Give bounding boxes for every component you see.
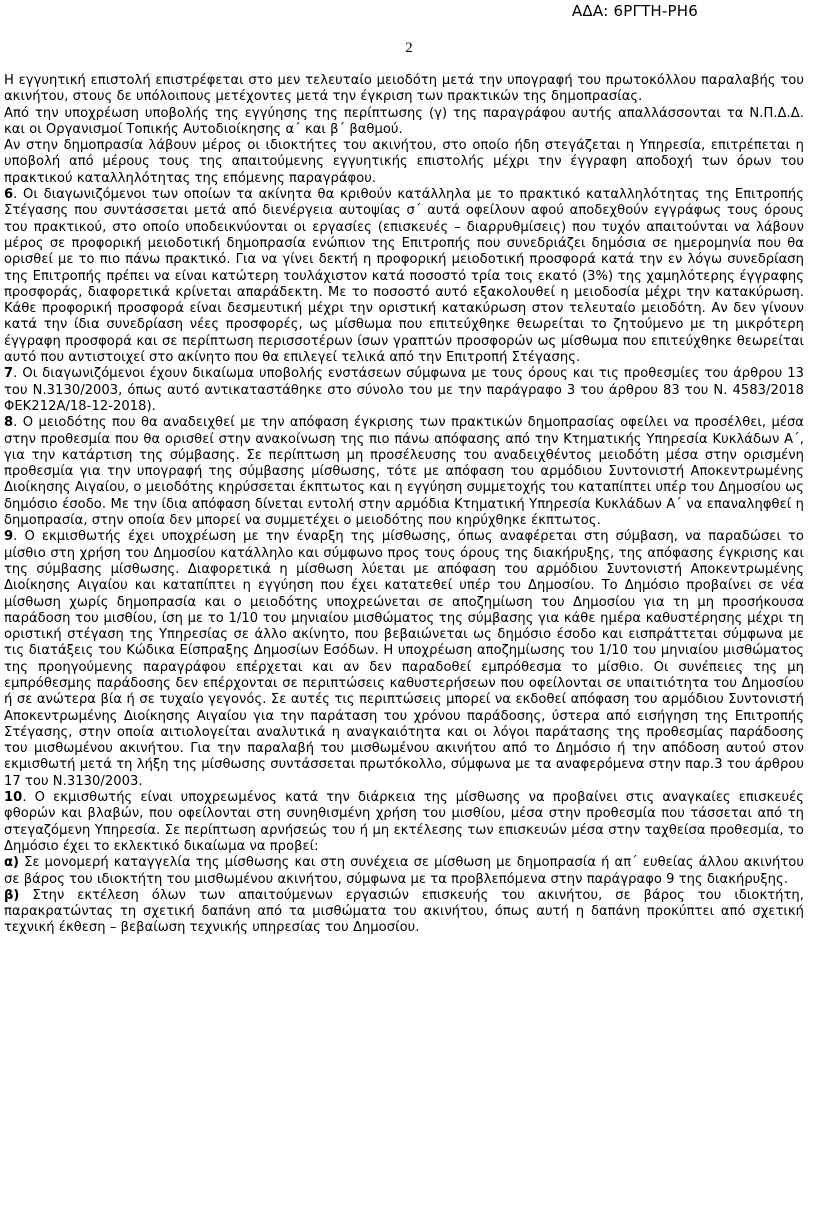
paragraph (4, 106, 804, 139)
sub-item-b (4, 888, 804, 937)
ada-header: ΑΔΑ: 6ΡΓΤΗ-ΡΗ6 (571, 2, 698, 20)
paragraph-text: . Ο εκμισθωτής έχει υποχρέωση με την έναρξη της μίσθωσης, όπως αναφέρεται στη σύμβαση, να παραδώσει το μίσθιο στη χρήση του Δημοσίου κατάλληλο και σύμφωνο προς τους όρους της διακήρυξης, της απόφασης έγκρισης και της σύμβασης μίσθωσης. Διαφορετικά η μίσθωση λύεται με απόφαση του αρμόδιου Συντονιστή Αποκεντρωμένης Διοίκησης Αιγαίου και καταπίπτει η εγγύηση που έχει κατατεθεί υπέρ του Δημοσίου. Το Δημόσιο προβαίνει σε νέα μίσθωση χωρίς δημοπρασία και ο μειοδότης υποχρεώνεται σε αποζημίωση του Δημοσίου για τη μη προσήκουσα παράδοση του μισθίου, ίση με το 1/10 του μηνιαίου μισθώματος της σύμβασης για κάθε ημέρα καθυστέρησης μέχρι τη οριστική στέγαση της Υπηρεσίας σε άλλο ακίνητο, που βεβαιώνεται ως δημόσιο έσοδο και εισπράττεται σύμφωνα με τις διατάξεις του Κώδικα Είσπραξης Δημοσίων Εσόδων. Η υποχρέωση αποζημίωσης του 1/10 του μηνιαίου μισθώματος της προηγούμενης παραγράφου επέρχεται και αν δεν παραδοθεί εμπρόθεσμα το μίσθιο. Οι συνέπειες της μη εμπρόθεσμης παράδοσης δεν επέρχονται σε περιπτώσεις καθυστερήσεων που οφείλονται σε υπαιτιότητα του Δημοσίου ή σε ανώτερα βία ή σε τυχαίο γεγονός. Σε αυτές τις περιπτώσεις μπορεί να εκδοθεί απόφαση του αρμόδιου Συντονιστή Αποκεντρωμένης Διοίκησης Αιγαίου για την παράταση του χρόνου παράδοσης, ύστερα από εισήγηση της Επιτροπής Στέγασης, στην οποία αιτιολογείται αναλυτικά η αναγκαιότητα και οι λόγοι παράτασης της προθεσμίας παράδοσης του μισθωμένου ακινήτου. Για την παραλαβή του μισθωμένου ακινήτου από το Δημόσιο ή την απόδοση αυτού στον εκμισθωτή μετά τη λήξη της μίσθωσης συντάσσεται πρωτόκολλο, σύμφωνα με τα αναφερόμενα στην παρ.3 του άρθρου 17 του Ν.3130/2003. (4, 529, 804, 789)
paragraph-text: . Οι διαγωνιζόμενοι των οποίων τα ακίνητα θα κριθούν κατάλληλα με το πρακτικό καταλληλότητας της Επιτροπής Στέγασης που συντάσσεται μετά από διενέργεια αυτοψίας σ΄ αυτά οφείλουν αφού αποδεχθούν εγγράφως τους όρους του πρακτικού, στο οποίο υποδεικνύονται οι εργασίες (επισκευές – διαρρυθμίσεις) που τυχόν απαιτούνται να λάβουν μέρος σε προφορική μειοδοτική δημοπρασία ενώπιον της Επιτροπής που συνεδριάζει δημόσια σε ημερομηνία που θα ορισθεί με το πιο πάνω πρακτικό. Για να γίνει δεκτή η προφορική μειοδοτική προσφορά κατά την εν λόγω συνεδρίαση της Επιτροπής πρέπει να είναι κατώτερη τουλάχιστον κατά ποσοστό τρία τοις εκατό (3%) της χαμηλότερης έγγραφης προσφοράς, διαφορετικά κρίνεται απαράδεκτη. Με το ποσοστό αυτό εξακολουθεί η μειοδοσία μέχρι την κατακύρωση. Κάθε προφορική προσφορά είναι δεσμευτική μέχρι την οριστική κατακύρωση στον τελευταίο μειοδότη. Αν δεν γίνουν κατά την ίδια συνεδρίαση νέες προσφορές, ως μίσθωμα που επιτεύχθηκε θεωρείται το ζητούμενο με τη μικρότερη έγγραφη προσφορά και σε περίπτωση περισσοτέρων ίσων γραπτών προσφορών ως μίσθωμα που επιτεύχθηκε θεωρείται αυτό που αντιστοιχεί στο ακίνητο που θα επιλεγεί τελικά από την Επιτροπή Στέγασης. (4, 187, 804, 366)
paragraph-8 (4, 415, 804, 529)
document-body (4, 73, 804, 937)
sub-item-a (4, 855, 804, 888)
paragraph-10 (4, 790, 804, 855)
paragraph-7 (4, 366, 804, 415)
paragraph-text: . Ο μειοδότης που θα αναδειχθεί με την απόφαση έγκρισης των πρακτικών δημοπρασίας οφείλει να προσέλθει, μέσα στην προθεσμία που θα ορισθεί στην ανακοίνωση της πιο πάνω απόφασης από την Κτηματικής Υπηρεσία Κυκλάδων Α΄, για την κατάρτιση της σύμβασης. Σε περίπτωση μη προσέλευσης του αναδειχθέντος μειοδότη μέσα στην ορισμένη προθεσμία για την υπογραφή της σύμβασης μίσθωσης, τότε με απόφαση του αρμόδιου Συντονιστή Αποκεντρωμένης Διοίκησης Αιγαίου, ο μειοδότης κηρύσσεται έκπτωτος και η εγγύηση συμμετοχής του καταπίπτει υπέρ του Δημοσίου ως δημόσιο έσοδο. Με την ίδια απόφαση δίνεται εντολή στην αρμόδια Κτηματική Υπηρεσία Κυκλάδων Α΄ να επαναληφθεί η δημοπρασία, στην οποία δεν μπορεί να συμμετέχει ο μειοδότης που κηρύχθηκε έκπτωτος. (4, 415, 804, 529)
sub-item-marker: β) (4, 887, 20, 903)
paragraph-number: 6 (4, 187, 14, 203)
paragraph-text: Στην εκτέλεση όλων των απαιτούμενων εργασιών επισκευής του ακινήτου, σε βάρος του ιδιοκτήτη, παρακρατώντας τη σχετική δαπάνη από τα μισθώματα του ακινήτου, όπως αυτή η δαπάνη προκύπτει από σχετική τεχνική έκθεση – βεβαίωση τεχνικής υπηρεσίας του Δημοσίου. (4, 887, 804, 936)
sub-item-marker: α) (4, 855, 20, 871)
paragraph-number: 10 (4, 790, 23, 806)
paragraph (4, 138, 804, 187)
paragraph-9 (4, 529, 804, 790)
paragraph-text: Από την υποχρέωση υποβολής της εγγύησης της περίπτωσης (γ) της παραγράφου αυτής απαλλάσσονται τα Ν.Π.Δ.Δ. και οι Οργανισμοί Τοπικής Αυτοδιοίκησης α΄ και β΄ βαθμού. (4, 105, 804, 137)
paragraph (4, 73, 804, 106)
paragraph-number: 8 (4, 415, 14, 431)
paragraph-text: . Ο εκμισθωτής είναι υποχρεωμένος κατά την διάρκεια της μίσθωσης να προβαίνει στις αναγκαίες επισκευές φθορών και βλαβών, που οφείλονται στη συνηθισμένη χρήση του μισθίου, μέσα στην προθεσμία που τάσσεται από τη στεγαζόμενη Υπηρεσία. Σε περίπτωση αρνήσεώς του ή μη εκτέλεσης των επισκευών μέσα στην ταχθείσα προθεσμία, το Δημόσιο έχει το εκλεκτικό δικαίωμα να προβεί: (4, 790, 804, 854)
paragraph-text: Σε μονομερή καταγγελία της μίσθωσης και στη συνέχεια σε μίσθωση με δημοπρασία ή απ΄ ευθείας άλλου ακινήτου σε βάρος του ιδιοκτήτη του μισθωμένου ακινήτου, σύμφωνα με τα προβλεπόμενα στην παράγραφο 9 της διακήρυξης. (4, 855, 804, 887)
paragraph-text: Αν στην δημοπρασία λάβουν μέρος οι ιδιοκτήτες του ακινήτου, στο οποίο ήδη στεγάζεται η Υπηρεσία, επιτρέπεται η υποβολή από μέρους τους της απαιτούμενης εγγυητικής επιστολής μέχρι την έγγραφη αποδοχή των όρων του πρακτικού καταλληλότητας της επόμενης παραγράφου. (4, 138, 804, 186)
paragraph-6 (4, 187, 804, 366)
paragraph-number: 7 (4, 366, 14, 382)
page-number: 2 (405, 40, 413, 56)
paragraph-text: Η εγγυητική επιστολή επιστρέφεται στο μεν τελευταίο μειοδότη μετά την υπογραφή του πρωτοκόλλου παραλαβής του ακινήτου, στους δε υπόλοιπους μετέχοντες μετά την έγκριση των πρακτικών της δημοπρασίας. (4, 73, 804, 105)
paragraph-number: 9 (4, 529, 14, 545)
paragraph-text: . Οι διαγωνιζόμενοι έχουν δικαίωμα υποβολής ενστάσεων σύμφωνα με τους όρους και τις προθεσμίες του άρθρου 13 του Ν.3130/2003, όπως αυτό αντικαταστάθηκε στο σύνολο του με την παράγραφο 3 του άρθρου 83 του Ν. 4583/2018 ΦΕΚ212Α/18-12-2018). (4, 366, 804, 414)
